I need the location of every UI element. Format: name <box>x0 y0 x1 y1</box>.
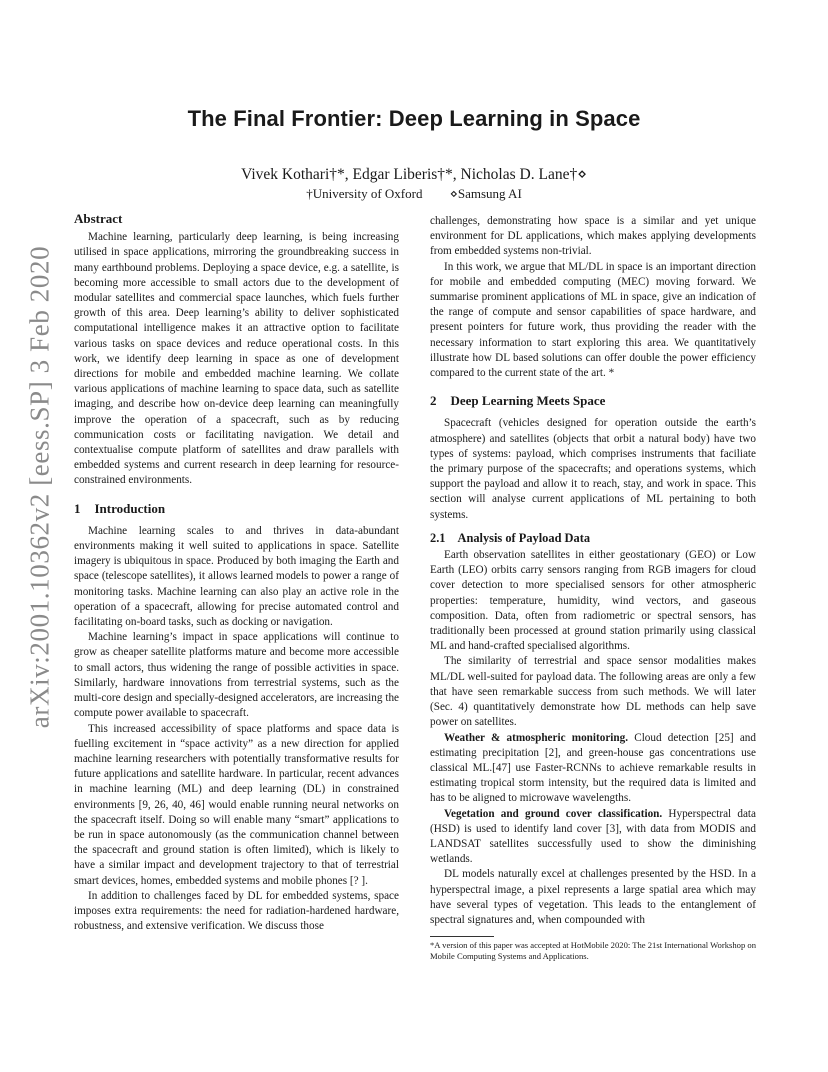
subsection-title: Analysis of Payload Data <box>457 530 591 545</box>
author-list: Vivek Kothari†*, Edgar Liberis†*, Nicholas D. Lane†⋄ <box>241 166 587 183</box>
paragraph <box>430 807 756 868</box>
paragraph-body: Hyperspectral data (HSD) is used to identify land cover [3], with data from MODIS and LANDSAT satellites successfully used to show the diminishing wetlands. <box>430 807 756 866</box>
right-column <box>430 214 756 962</box>
paragraph: Earth observation satellites in either geostationary (GEO) or Low Earth (LEO) orbits carry sensors ranging from RGB imagers for cloud cover detection to more specialised sensors for other atmospheric properties: temperature, humidity, wind vectors, and gaseous composition. Data, often from radiometric or spectral sensors, has traditionally been processed at ground station primarily using classical ML and hand-crafted specialised algorithms. <box>430 549 756 653</box>
paragraph: In this work, we argue that ML/DL in space is an important direction for mobile and embedded computing (MEC) moving forward. We summarise prominent applications of ML in space, give an indication of the range of compute and sensor capabilities of space hardware, and present pointers for future work, thus providing the reader with the necessary information to start exploring this area. We quantitatively illustrate how DL based solutions can offer double the power efficiency compared to the current state of the art. * <box>430 260 756 380</box>
affiliation-samsung: ⋄Samsung AI <box>449 186 522 201</box>
paragraph: Spacecraft (vehicles designed for operation outside the earth’s atmosphere) and satellites (objects that orbit a natural body) have two types of systems: payload, which comprises instruments that faciliate the primary purpose of the spacecrafts; and operations systems, which support the payload and allow it to reach, stay, and work in space. This section will analyse current applications of ML pertaining to both systems. <box>430 417 756 521</box>
subsection-number: 2.1 <box>430 530 446 545</box>
section-number: 1 <box>74 500 81 516</box>
paragraph: This increased accessibility of space platforms and space data is fuelling excitement in “space activity” as a new direction for applied machine learning researchers with potentially transformative results for future applications and satellite hardware. In particular, recent advances in machine learning (ML) and deep learning (DL) in constrained environments [9, 26, 40, 46] would enable running neural networks on the spacecraft itself. Doing so will enable many “smart” applications to be run in space autonomously (as the communication channel between the spacecraft and ground station is often limited), which is likely to have a similar impact and development trajectory to that of terrestrial smart devices, homes, embedded systems and mobile phones [? ]. <box>74 722 399 887</box>
paragraph <box>430 731 756 807</box>
section-title: Introduction <box>94 500 166 516</box>
paragraph: In addition to challenges faced by DL for embedded systems, space imposes extra requirements: the need for radiation-hardened hardware, robustness, and extensive verification. We discuss those <box>74 889 399 933</box>
footnote-divider <box>430 936 494 937</box>
section-1-heading <box>74 501 399 516</box>
section-number: 2 <box>430 393 437 409</box>
paragraph: challenges, demonstrating how space is a similar and yet unique environment for DL applications, which makes applying developments from embedded systems non-trivial. <box>430 215 756 258</box>
paragraph: DL models naturally excel at challenges presented by the HSD. In a hyperspectral image, a pixel represents a large spatial area which may have several types of vegetation. This leads to the entanglement of spectral signatures and, when compounded with <box>430 868 756 926</box>
paragraph-run-in-heading: Vegetation and ground cover classification. <box>444 807 663 820</box>
paragraph-body: Cloud detection [25] and estimating precipitation [2], and green-house gas concentrations use classical ML.[47] use Faster-RCNNs to achieve remarkable results in estimating tropical storm intensity, but the required data is limited and has to be aligned to microwave wavelengths. <box>430 731 756 805</box>
paragraph: Machine learning scales to and thrives in data-abundant environments making it well suited to applications in space. Satellite imagery is ubiquitous in space. Produced by both imaging the Earth and space (telescope satellites), it allows learned models to power a range of monitoring tasks. Machine learning can also play an active role in the operation of a spacecraft, allowing for precise automated control and facilitating on-board tasks, such as docking or navigation. <box>74 524 399 629</box>
paragraph: Machine learning’s impact in space applications will continue to grow as cheaper satellite platforms mature and become more accessible to small actors, thus widening the range of possible activities in space. Similarly, hardware innovations from terrestrial systems, such as the multi-core design and specially-designed accelerators, are increasing the compute power available to spacecraft. <box>74 631 399 720</box>
paragraph: The similarity of terrestrial and space sensor modalities makes ML/DL well-suited for payload data. The following areas are only a few that have seen remarkable success from such methods. We will later (Sec. 4) quantitatively demonstrate how DL methods can help save power on satellites. <box>430 655 756 729</box>
paragraph-run-in-heading: Weather & atmospheric monitoring. <box>444 731 629 744</box>
affiliation-oxford: †University of Oxford <box>306 186 423 201</box>
left-column <box>74 211 399 934</box>
section-title: Deep Learning Meets Space <box>450 393 606 409</box>
paper-title: The Final Frontier: Deep Learning in Space <box>187 106 641 131</box>
abstract-heading: Abstract <box>74 211 123 226</box>
affiliations <box>0 186 828 202</box>
arxiv-stamp-text: arXiv:2001.10362v2 [eess.SP] 3 Feb 2020 <box>24 245 55 729</box>
abstract-text: Machine learning, particularly deep learning, is being increasing utilised in space applications, mirroring the groundbreaking success in many earthbound problems. Deploying a space device, e.g. a satellite, is becoming more accessible to small actors due to the development of modular satellites and commercial space launches, which fuels further growth of this area. Deep learning’s ability to deliver sophisticated computational intelligence makes it an attractive option to facilitate various tasks on space devices and reduce operational costs. In this work, we identify deep learning in space as one of development directions for mobile and embedded machine learning. We collate various applications of machine learning to space data, such as satellite imaging, and describe how on-device deep learning can meaningfully improve the operation of a spacecraft, such as by reducing communication costs or facilitating navigation. We detail and contextualise compute platform of satellites and draw parallels with embedded systems and current research in deep learning for resource-constrained environments. <box>74 231 399 487</box>
arxiv-stamp <box>22 245 58 729</box>
section-2-heading <box>430 393 756 408</box>
subsection-2-1-heading <box>430 531 756 546</box>
footnote: *A version of this paper was accepted at HotMobile 2020: The 21st International Workshop on Mobile Computing Systems and Applications. <box>430 940 756 962</box>
